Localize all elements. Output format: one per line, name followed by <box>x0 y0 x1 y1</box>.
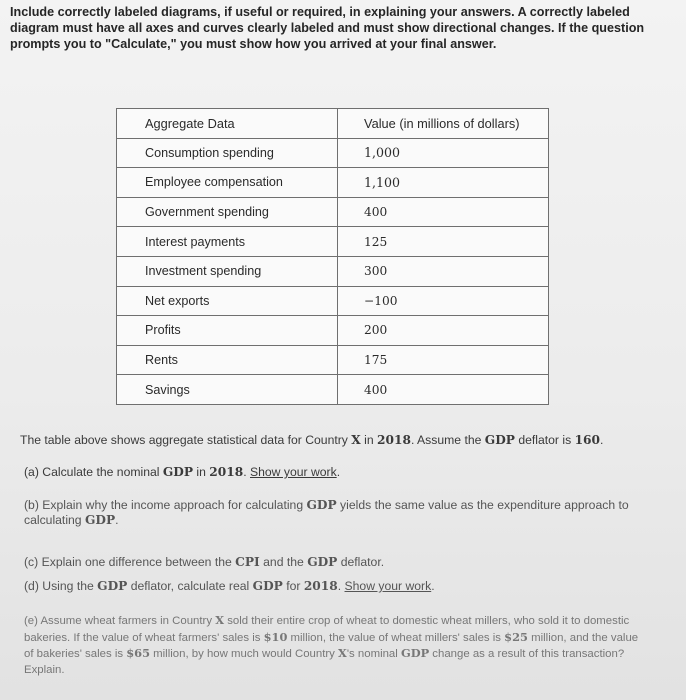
table-row <box>117 256 549 286</box>
column-header-aggregate-data: Aggregate Data <box>117 109 338 139</box>
text-emphasis: 2018 <box>377 433 411 447</box>
question-b <box>24 498 644 528</box>
table-row <box>117 345 549 375</box>
text: (e) Assume wheat farmers in Country <box>24 615 216 627</box>
text: The table above shows aggregate statistical data for Country <box>20 433 352 447</box>
text: . <box>243 465 250 479</box>
text: . <box>337 579 345 593</box>
question-d <box>24 579 664 594</box>
text-emphasis: X <box>215 613 225 627</box>
row-value: 125 <box>338 227 549 257</box>
row-label: Savings <box>117 375 338 405</box>
text-emphasis: GDP <box>97 579 128 593</box>
instructions-paragraph: Include correctly labeled diagrams, if useful or required, in explaining your answers. A correctly labeled diagram must have all axes and curves clearly labeled and must show directional changes. If the question prompts you to "Calculate," you must show how you arrived at your final answer. <box>10 5 645 51</box>
text-emphasis: 160 <box>574 433 601 447</box>
text-emphasis: CPI <box>235 555 260 569</box>
text-emphasis: GDP <box>84 513 116 527</box>
text-emphasis: GDP <box>306 498 337 512</box>
text-emphasis: $65 <box>126 646 150 660</box>
text-emphasis: GDP <box>162 465 194 479</box>
row-label: Consumption spending <box>117 138 338 168</box>
text: million, the value of wheat millers' sales is <box>287 631 505 644</box>
text: sold their entire crop of wheat to domestic wheat millers, who sold it to domestic bakeries. If the value of wheat farmers' sales is <box>24 615 630 644</box>
text: million, and the value of bakeries' sales is <box>24 631 639 660</box>
table-row <box>117 286 549 316</box>
text: for <box>282 579 304 593</box>
text: (a) Calculate the nominal <box>24 465 163 479</box>
row-value: 300 <box>338 256 549 286</box>
text: . <box>336 465 341 479</box>
row-value: 200 <box>338 316 549 346</box>
text-emphasis: $25 <box>504 629 528 644</box>
text-emphasis: 2018 <box>303 579 338 593</box>
text: (c) Explain one difference between the <box>24 555 236 569</box>
text-emphasis: GDP <box>400 646 430 660</box>
text: . <box>115 513 119 527</box>
row-label: Employee compensation <box>117 168 338 198</box>
row-value: −100 <box>338 286 549 316</box>
text: . <box>431 579 435 593</box>
table-row <box>117 227 549 257</box>
row-value: 400 <box>338 197 549 227</box>
show-work-underlined: Show your work <box>250 465 337 479</box>
text-emphasis: GDP <box>484 433 515 447</box>
row-label: Net exports <box>117 286 338 316</box>
show-work-underlined: Show your work <box>344 579 432 593</box>
row-label: Rents <box>117 345 338 375</box>
text: in <box>360 433 378 447</box>
row-label: Investment spending <box>117 256 338 286</box>
question-c <box>24 555 664 570</box>
text: and the <box>259 555 308 569</box>
row-value: 1,000 <box>338 138 549 168</box>
text: . Assume the <box>410 433 485 447</box>
text-emphasis: $10 <box>263 629 288 644</box>
table-row <box>117 168 549 198</box>
table-row <box>117 138 549 168</box>
text: deflator is <box>514 433 575 447</box>
row-value: 400 <box>338 375 549 405</box>
question-a <box>24 465 664 480</box>
text: (d) Using the <box>24 579 98 593</box>
text: million, by how much would Country <box>150 648 339 660</box>
row-label: Profits <box>117 316 338 346</box>
text: 's nominal <box>346 648 401 660</box>
text-emphasis: GDP <box>307 555 338 569</box>
text: in <box>193 465 210 479</box>
row-value: 175 <box>338 345 549 375</box>
text: deflator. <box>337 555 385 569</box>
text: yields the same value as the expenditure approach to calculating <box>24 498 629 527</box>
text: (b) Explain why the income approach for calculating <box>24 498 307 512</box>
table-header-row <box>117 109 549 139</box>
table-row <box>117 316 549 346</box>
row-label: Government spending <box>117 197 338 227</box>
table-description <box>20 433 660 448</box>
text-emphasis: GDP <box>252 579 283 593</box>
text-emphasis: X <box>338 646 347 660</box>
question-e <box>24 613 642 678</box>
table-row <box>117 375 549 405</box>
table-row <box>117 197 549 227</box>
text-emphasis: 2018 <box>209 465 244 479</box>
text-emphasis: X <box>351 433 361 447</box>
aggregate-data-table <box>116 108 549 405</box>
column-header-value: Value (in millions of dollars) <box>338 109 549 139</box>
row-value: 1,100 <box>338 168 549 198</box>
row-label: Interest payments <box>117 227 338 257</box>
text: . <box>600 433 604 447</box>
text: change as a result of this transaction? Explain. <box>24 648 625 676</box>
text: deflator, calculate real <box>127 579 253 593</box>
